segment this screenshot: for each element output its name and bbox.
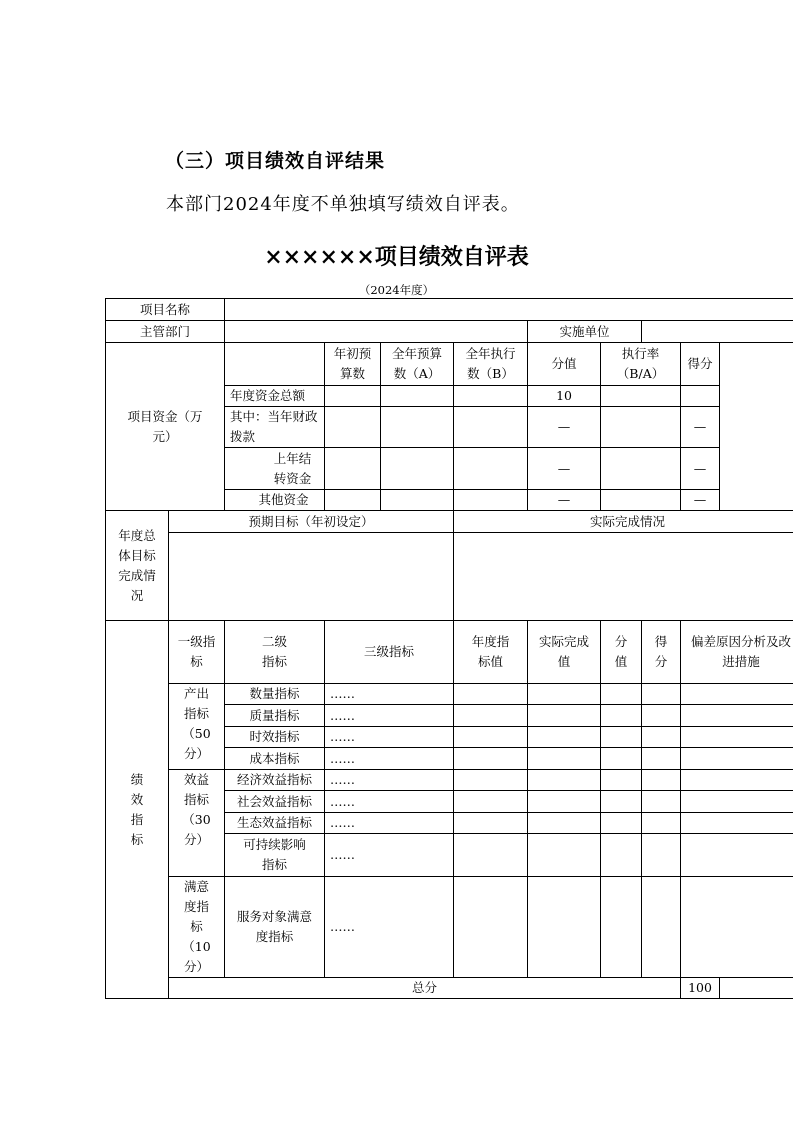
table-year: （2024年度）	[358, 283, 435, 297]
annual-goal-label: 年度总体目标完成情况	[106, 511, 169, 621]
funds-row-name: 上年结转资金	[225, 448, 325, 490]
indicator-placeholder: ……	[325, 813, 454, 834]
expected-goal-content	[169, 533, 454, 621]
group-benefit: 效益指标（30分）	[169, 770, 225, 877]
expected-goal-header: 预期目标（年初设定）	[169, 511, 454, 533]
funds-row-name: 年度资金总额	[225, 386, 325, 407]
funds-row-name: 其中：当年财政拨款	[225, 407, 325, 448]
indicator-placeholder: ……	[325, 791, 454, 813]
funds-row-got	[681, 386, 720, 407]
actual-goal-content	[454, 533, 793, 621]
unit-value	[642, 321, 793, 343]
funds-row-score: —	[528, 490, 601, 511]
actual-goal-header: 实际完成情况	[454, 511, 793, 533]
funds-row-score: —	[528, 407, 601, 448]
perf-col-got: 得分	[642, 621, 681, 684]
indicator-level2: 成本指标	[225, 748, 325, 770]
performance-label: 绩效指标	[106, 621, 169, 999]
project-name-value	[225, 299, 793, 321]
indicator-level2: 经济效益指标	[225, 770, 325, 791]
funds-col-score: 分值	[528, 343, 601, 386]
department-value	[225, 321, 528, 343]
funds-row-got: —	[681, 490, 720, 511]
indicator-placeholder: ……	[325, 770, 454, 791]
funds-row-rate	[601, 386, 681, 407]
perf-col-target: 年度指标值	[454, 621, 528, 684]
perf-col-level1: 一级指标	[169, 621, 225, 684]
indicator-placeholder: ……	[325, 727, 454, 748]
intro-text: 本部门2024年度不单独填写绩效自评表。	[166, 194, 520, 215]
funds-row-rate	[601, 448, 681, 490]
perf-col-score: 分值	[601, 621, 642, 684]
indicator-level2: 可持续影响指标	[225, 834, 325, 877]
unit-label: 实施单位	[528, 321, 642, 343]
funds-row-rate	[601, 407, 681, 448]
indicator-level2: 时效指标	[225, 727, 325, 748]
perf-col-actual: 实际完成值	[528, 621, 601, 684]
funds-row-rate	[601, 490, 681, 511]
funds-row-got: —	[681, 448, 720, 490]
total-score: 100	[681, 978, 720, 999]
section-heading: （三）项目绩效自评结果	[165, 150, 386, 172]
evaluation-table	[105, 298, 793, 999]
funds-col-executed: 全年执行数（B）	[454, 343, 528, 386]
funds-row-score: 10	[528, 386, 601, 407]
indicator-level2: 社会效益指标	[225, 791, 325, 813]
total-label: 总分	[169, 978, 681, 999]
table-title: ××××××项目绩效自评表	[264, 244, 529, 270]
department-label: 主管部门	[106, 321, 225, 343]
indicator-placeholder: ……	[325, 834, 454, 877]
group-output: 产出指标（50分）	[169, 684, 225, 770]
indicator-level2: 生态效益指标	[225, 813, 325, 834]
funds-col-initial: 年初预算数	[325, 343, 381, 386]
indicator-level2: 服务对象满意度指标	[225, 877, 325, 978]
funds-col-got: 得分	[681, 343, 720, 386]
funds-row-score: —	[528, 448, 601, 490]
funds-row-got: —	[681, 407, 720, 448]
funds-header-blank	[225, 343, 325, 386]
perf-col-level2: 二级指标	[225, 621, 325, 684]
group-satisfaction: 满意度指标（10分）	[169, 877, 225, 978]
funds-label: 项目资金（万元）	[106, 343, 225, 511]
perf-col-reason: 偏差原因分析及改进措施	[681, 621, 793, 684]
indicator-placeholder: ……	[325, 877, 454, 978]
indicator-placeholder: ……	[325, 705, 454, 727]
funds-col-rate: 执行率（B/A）	[601, 343, 681, 386]
perf-col-level3: 三级指标	[325, 621, 454, 684]
indicator-level2: 数量指标	[225, 684, 325, 705]
project-name-label: 项目名称	[106, 299, 225, 321]
funds-col-annual: 全年预算数（A）	[381, 343, 454, 386]
funds-row-name: 其他资金	[225, 490, 325, 511]
indicator-placeholder: ……	[325, 684, 454, 705]
indicator-level2: 质量指标	[225, 705, 325, 727]
indicator-placeholder: ……	[325, 748, 454, 770]
